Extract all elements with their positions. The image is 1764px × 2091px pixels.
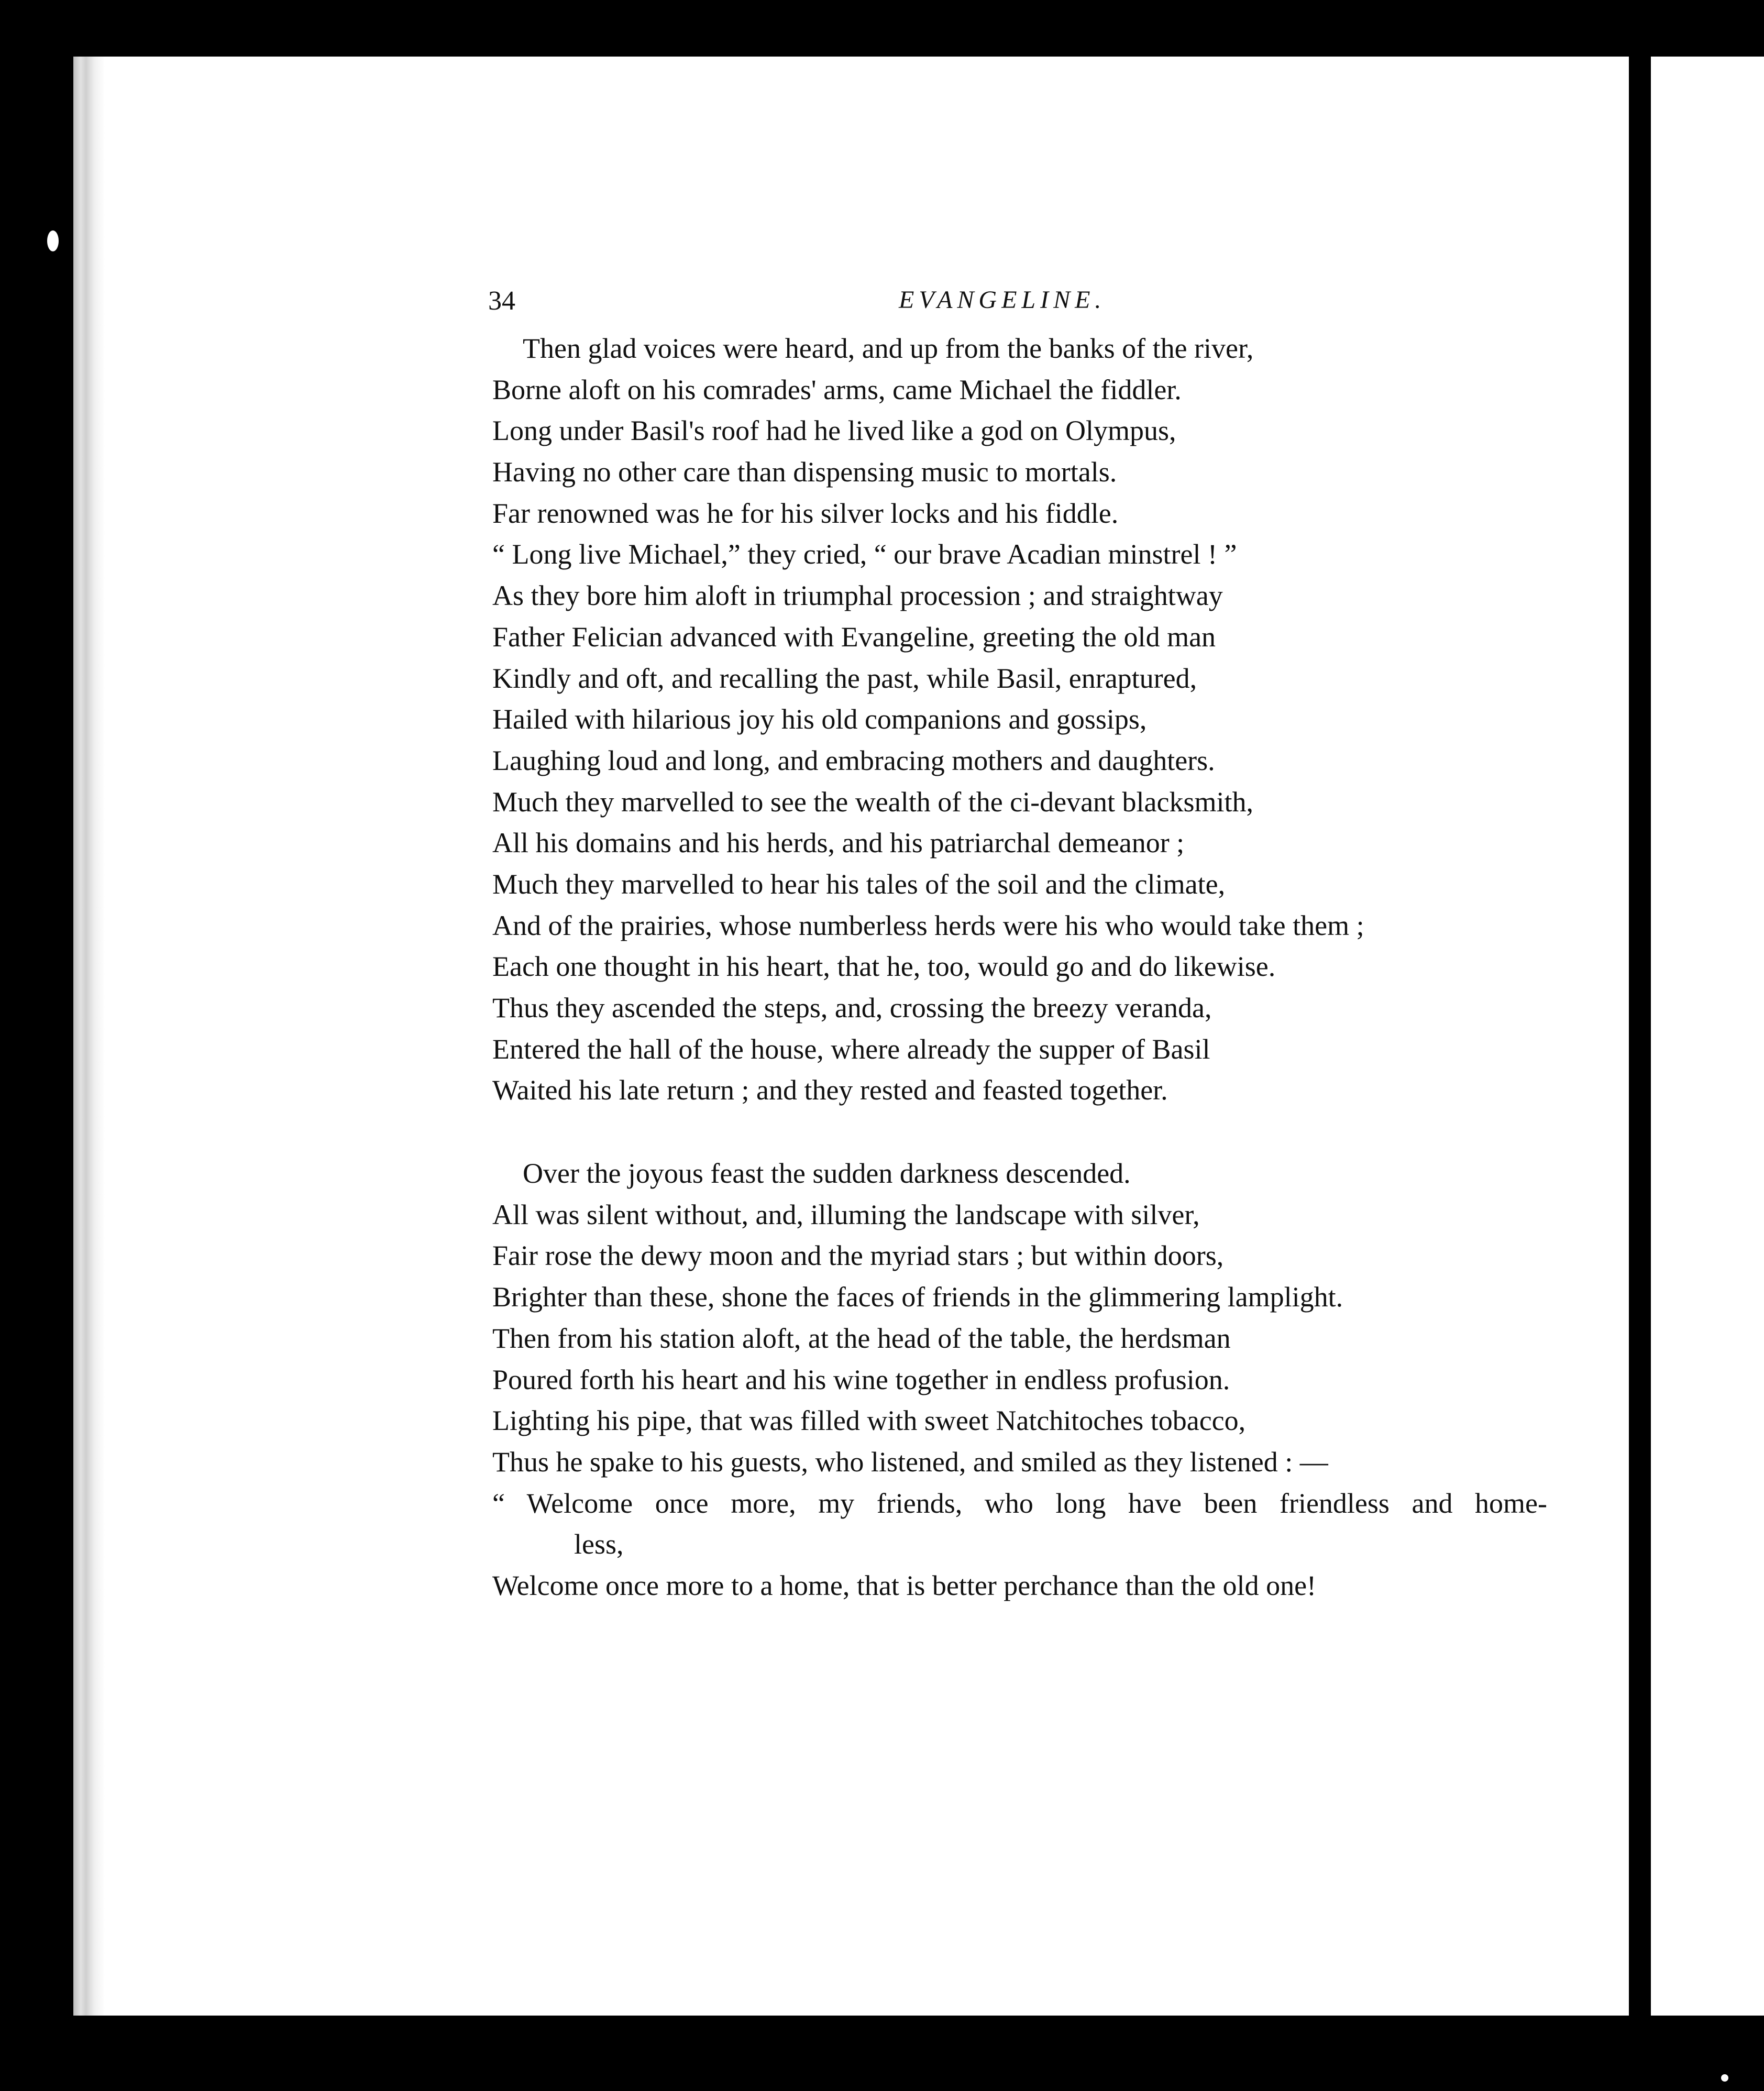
verse-line: Long under Basil's roof had he lived like a god on Olympus, (492, 415, 1176, 447)
dust-speck (1721, 2074, 1728, 2082)
dust-speck (47, 230, 59, 251)
verse-line: Over the joyous feast the sudden darkness descended. (523, 1158, 1131, 1190)
verse-line-turnover: less, (574, 1528, 624, 1560)
verse-line: Having no other care than dispensing music to mortals. (492, 456, 1117, 488)
stanza (492, 1153, 1613, 1606)
verse-line: Thus they ascended the steps, and, crossing the breezy veranda, (492, 992, 1212, 1024)
verse-line: Far renowned was he for his silver locks and his fiddle. (492, 497, 1119, 529)
verse-line: Entered the hall of the house, where already the supper of Basil (492, 1033, 1210, 1065)
verse-line: Welcome once more to a home, that is better perchance than the old one! (492, 1569, 1317, 1601)
verse-line: “ Welcome once more, my friends, who long have been friendless and home- (492, 1487, 1547, 1519)
verse-line: Fair rose the dewy moon and the myriad stars ; but within doors, (492, 1240, 1224, 1272)
verse-line: Lighting his pipe, that was filled with sweet Natchitoches tobacco, (492, 1405, 1246, 1437)
verse-line: Then glad voices were heard, and up from the banks of the river, (523, 333, 1254, 364)
page-number: 34 (488, 286, 515, 316)
verse-line: Father Felician advanced with Evangeline, greeting the old man (492, 621, 1216, 653)
verse-line: “ Long live Michael,” they cried, “ our brave Acadian minstrel ! ” (492, 538, 1237, 570)
verse-line: Each one thought in his heart, that he, too, would go and do likewise. (492, 951, 1276, 983)
poem-text (492, 328, 1613, 1606)
stanza-break (492, 1111, 1613, 1153)
verse-line: Borne aloft on his comrades' arms, came Michael the fiddler. (492, 373, 1182, 405)
verse-line: And of the prairies, whose numberless herds were his who would take them ; (492, 909, 1364, 941)
facing-page-edge (1651, 57, 1764, 2016)
verse-line: All was silent without, and, illuming the landscape with silver, (492, 1198, 1200, 1230)
verse-line: Kindly and oft, and recalling the past, while Basil, enraptured, (492, 662, 1197, 694)
stanza (492, 328, 1613, 1111)
verse-line: Much they marvelled to hear his tales of the soil and the climate, (492, 868, 1226, 900)
verse-line: Brighter than these, shone the faces of friends in the glimmering lamplight. (492, 1281, 1343, 1313)
running-title: EVANGELINE. (899, 286, 1106, 314)
page-stack-edge (73, 57, 105, 2016)
verse-line: Waited his late return ; and they rested and feasted together. (492, 1074, 1168, 1106)
verse-line: Laughing loud and long, and embracing mothers and daughters. (492, 744, 1215, 776)
verse-line: Hailed with hilarious joy his old companions and gossips, (492, 703, 1147, 735)
verse-line: Much they marvelled to see the wealth of the ci-devant blacksmith, (492, 786, 1254, 818)
verse-line: Poured forth his heart and his wine together in endless profusion. (492, 1363, 1230, 1395)
verse-line: All his domains and his herds, and his patriarchal demeanor ; (492, 827, 1185, 859)
verse-line: Then from his station aloft, at the head of the table, the herdsman (492, 1322, 1231, 1354)
verse-line: As they bore him aloft in triumphal procession ; and straightway (492, 580, 1223, 612)
page-header (0, 285, 1764, 327)
verse-line: Thus he spake to his guests, who listened, and smiled as they listened : — (492, 1446, 1328, 1478)
